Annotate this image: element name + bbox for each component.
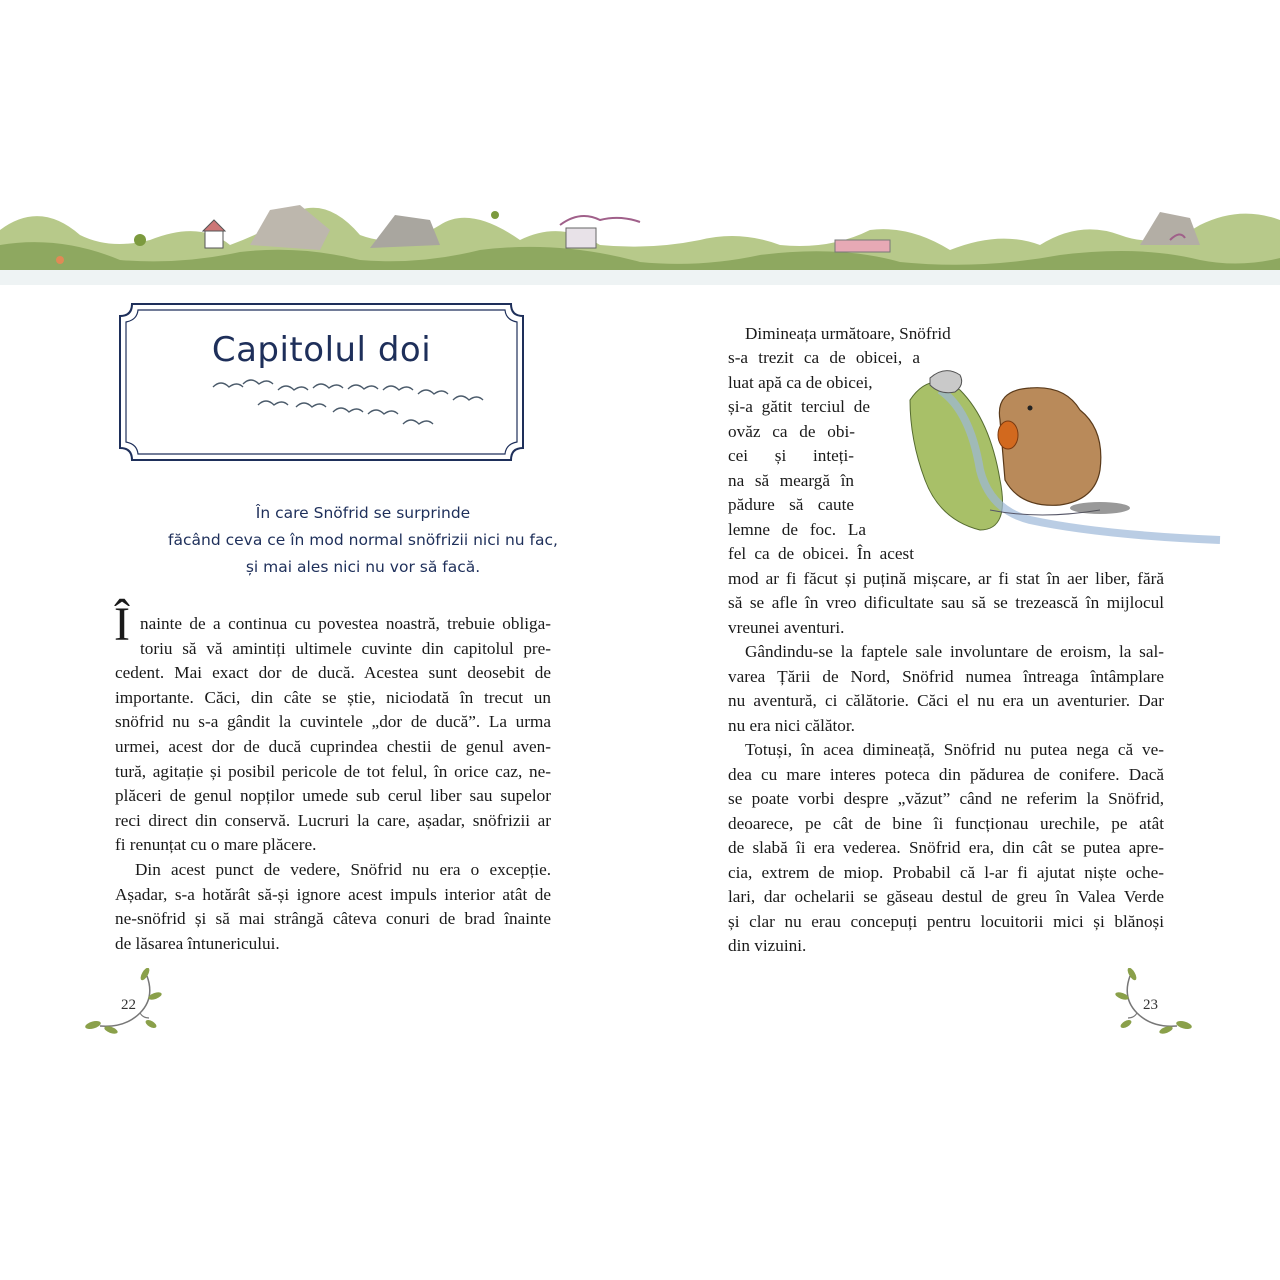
landscape-banner-illustration bbox=[0, 190, 1280, 285]
text-line: Totuși, în acea dimineață, Snöfrid nu putea nega că ve- bbox=[745, 740, 1164, 759]
text-line: pădure să caute bbox=[728, 495, 854, 514]
subtitle-line: și mai ales nici nu vor să facă. bbox=[245, 558, 481, 576]
text-line: ovăz ca de obi- bbox=[728, 422, 855, 441]
text-line: Gândindu-se la faptele sale involuntare de eroism, la sal- bbox=[745, 642, 1164, 661]
text-line: fi renunțat cu o mare plăcere. bbox=[115, 835, 317, 854]
text-line: plăceri de genul nopților umede sub cerul liber sau supelor bbox=[115, 786, 551, 805]
birds-flock-icon bbox=[213, 380, 483, 424]
text-line: urmei, acest dor de ducă cuprindea chestii de genul aven- bbox=[115, 737, 551, 756]
text-line: lari, dar ochelarii se găseau destul de greu în Valea Verde bbox=[728, 887, 1164, 906]
text-line: varea Țării de Nord, Snöfrid numea întreaga întâmplare bbox=[728, 667, 1164, 686]
text-line: snöfrid nu s-a gândit la cuvintele „dor de ducă”. La urma bbox=[115, 712, 551, 731]
text-line: toriu să vă amintiți ultimele cuvinte din capitolul pre- bbox=[140, 639, 551, 658]
text-line: se poate vorbi despre „văzut” când ne referim la Snöfrid, bbox=[728, 789, 1164, 808]
subtitle-line: În care Snöfrid se surprinde bbox=[255, 504, 471, 522]
text-line: mod ar fi făcut și puțină mișcare, ar fi stat în aer liber, fără bbox=[728, 569, 1164, 588]
text-line: fel ca de obicei. În acest bbox=[728, 544, 914, 563]
text-line: na să meargă în bbox=[728, 471, 854, 490]
drop-cap: Î bbox=[114, 598, 130, 651]
text-line: din vizuini. bbox=[728, 936, 807, 955]
chapter-subtitle bbox=[118, 500, 608, 581]
text-line: nu aventură, ci călătorie. Căci el nu era un aventurier. Dar bbox=[728, 691, 1164, 710]
text-line: Așadar, s-a hotărât să-și ignore acest impuls interior atât de bbox=[115, 885, 551, 904]
snofrid-at-stream-illustration bbox=[900, 360, 1225, 550]
page-number-left: 22 bbox=[121, 997, 136, 1013]
chapter-title: Capitolul doi bbox=[211, 330, 432, 370]
text-line: dea cu mare interes poteca din pădurea de conifere. Dacă bbox=[728, 765, 1164, 784]
text-line: de lăsarea întunericului. bbox=[115, 934, 280, 953]
subtitle-line: făcând ceva ce în mod normal snöfrizii nici nu fac, bbox=[168, 531, 558, 549]
text-line: de slabă îi era vederea. Snöfrid era, din cât se putea apre- bbox=[728, 838, 1164, 857]
text-line: cia, extrem de miop. Probabil că l-ar fi ajutat niște oche- bbox=[728, 863, 1164, 882]
text-line: luat apă ca de obicei, bbox=[728, 373, 873, 392]
text-line: deoarece, pe cât de bine îi funcționau urechile, pe atât bbox=[728, 814, 1164, 833]
text-line: vreunei aventuri. bbox=[728, 618, 845, 637]
text-line: nainte de a continua cu povestea noastră, trebuie obliga- bbox=[140, 614, 551, 633]
text-line: și-a gătit terciul de bbox=[728, 397, 870, 416]
text-line: tură, agitație și posibil pericole de tot felul, în orice caz, ne- bbox=[115, 762, 551, 781]
chapter-title-frame bbox=[118, 302, 525, 462]
text-line: importante. Căci, din câte se știe, niciodată în trecut un bbox=[115, 688, 551, 707]
text-line: nu era nici călător. bbox=[728, 716, 855, 735]
text-line: s-a trezit ca de obicei, a bbox=[728, 348, 920, 367]
text-line: Din acest punct de vedere, Snöfrid nu era o excepție. bbox=[135, 860, 551, 879]
text-line: reci direct din conservă. Lucruri la care, așadar, snöfrizii ar bbox=[115, 811, 551, 830]
text-line: ne-snöfrid și să mai strângă câteva conuri de brad înainte bbox=[115, 909, 551, 928]
text-line: cei și inteți- bbox=[728, 446, 854, 465]
text-line: și clar nu erau concepuți pentru locuitorii mici și blănoși bbox=[728, 912, 1164, 931]
page-number-right: 23 bbox=[1143, 997, 1158, 1013]
text-line: cedent. Mai exact dor de ducă. Acestea sunt deosebit de bbox=[115, 663, 551, 682]
text-line: să se afle în vreo dificultate sau să se trezească în mijlocul bbox=[728, 593, 1164, 612]
text-line: Dimineața următoare, Snöfrid bbox=[745, 324, 951, 343]
text-line: lemne de foc. La bbox=[728, 520, 866, 539]
